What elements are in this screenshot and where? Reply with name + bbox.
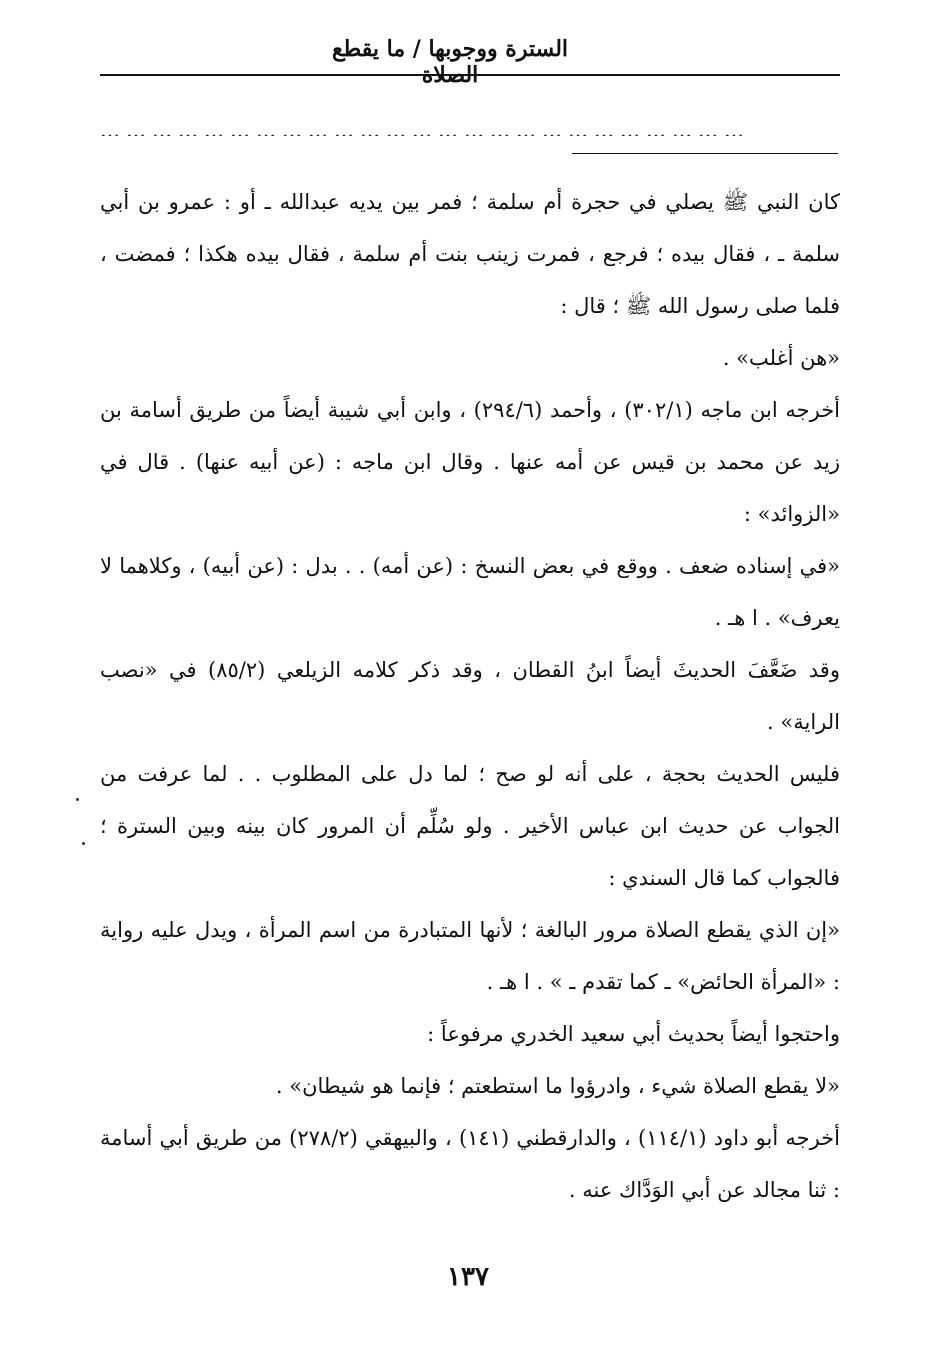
page-number: ١٣٧	[447, 1262, 489, 1292]
paragraph-4: «في إسناده ضعف . ووقع في بعض النسخ : (عن أمه) . . بدل : (عن أبيه) ، وكلاهما لا يعرف» . ا هـ .	[100, 554, 840, 630]
header-rule	[100, 74, 840, 76]
running-head: السترة ووجوبها / ما يقطع الصلاة	[331, 36, 569, 88]
margin-speck	[82, 842, 85, 845]
paragraph-6: فليس الحديث بحجة ، على أنه لو صح ؛ لما دل على المطلوب . . لما عرفت من الجواب عن حديث ابن عباس الأخير . ولو سُلِّم أن المرور كان بينه وبين السترة ؛ فالجواب كما قال السندي :	[100, 762, 840, 890]
footnote-separator-rule	[572, 153, 838, 154]
paragraph-10: أخرجه أبو داود (١١٤/١) ، والدارقطني (١٤١) ، والبيهقي (٢٧٨/٢) من طريق أبي أسامة : ثنا مجالد عن أبي الوَدَّاك عنه .	[100, 1126, 840, 1202]
margin-speck	[76, 798, 79, 801]
paragraph-9: «لا يقطع الصلاة شيء ، وادرؤوا ما استطعتم ؛ فإنما هو شيطان» .	[275, 1074, 840, 1098]
paragraph-1: كان النبي ﷺ يصلي في حجرة أم سلمة ؛ فمر بين يديه عبدالله ـ أو : عمرو بن أبي سلمة ـ ، فقال بيده ؛ فرجع ، فمرت زينب بنت أم سلمة ، فقال بيده هكذا ؛ فمضت ، فلما صلى رسول الله ﷺ ؛ قال :	[100, 190, 840, 318]
continuation-dots: …………………………………………………………………	[100, 124, 750, 136]
paragraph-8: واحتجوا أيضاً بحديث أبي سعيد الخدري مرفوعاً :	[427, 1022, 840, 1046]
body-text	[100, 176, 840, 1216]
paragraph-5: وقد ضَعَّفَ الحديثَ أيضاً ابنُ القطان ، وقد ذكر كلامه الزيلعي (٨٥/٢) في «نصب الراية» .	[100, 658, 840, 734]
paragraph-2: «هن أغلب» .	[722, 346, 840, 370]
paragraph-3: أخرجه ابن ماجه (٣٠٢/١) ، وأحمد (٢٩٤/٦) ، وابن أبي شيبة أيضاً من طريق أسامة بن زيد عن محمد بن قيس عن أمه عنها . وقال ابن ماجه : (عن أبيه عنها) . قال في «الزوائد» :	[100, 398, 841, 526]
paragraph-7: «إن الذي يقطع الصلاة مرور البالغة ؛ لأنها المتبادرة من اسم المرأة ، ويدل عليه رواية : «المرأة الحائض» ـ كما تقدم ـ » . ا هـ .	[100, 918, 840, 994]
